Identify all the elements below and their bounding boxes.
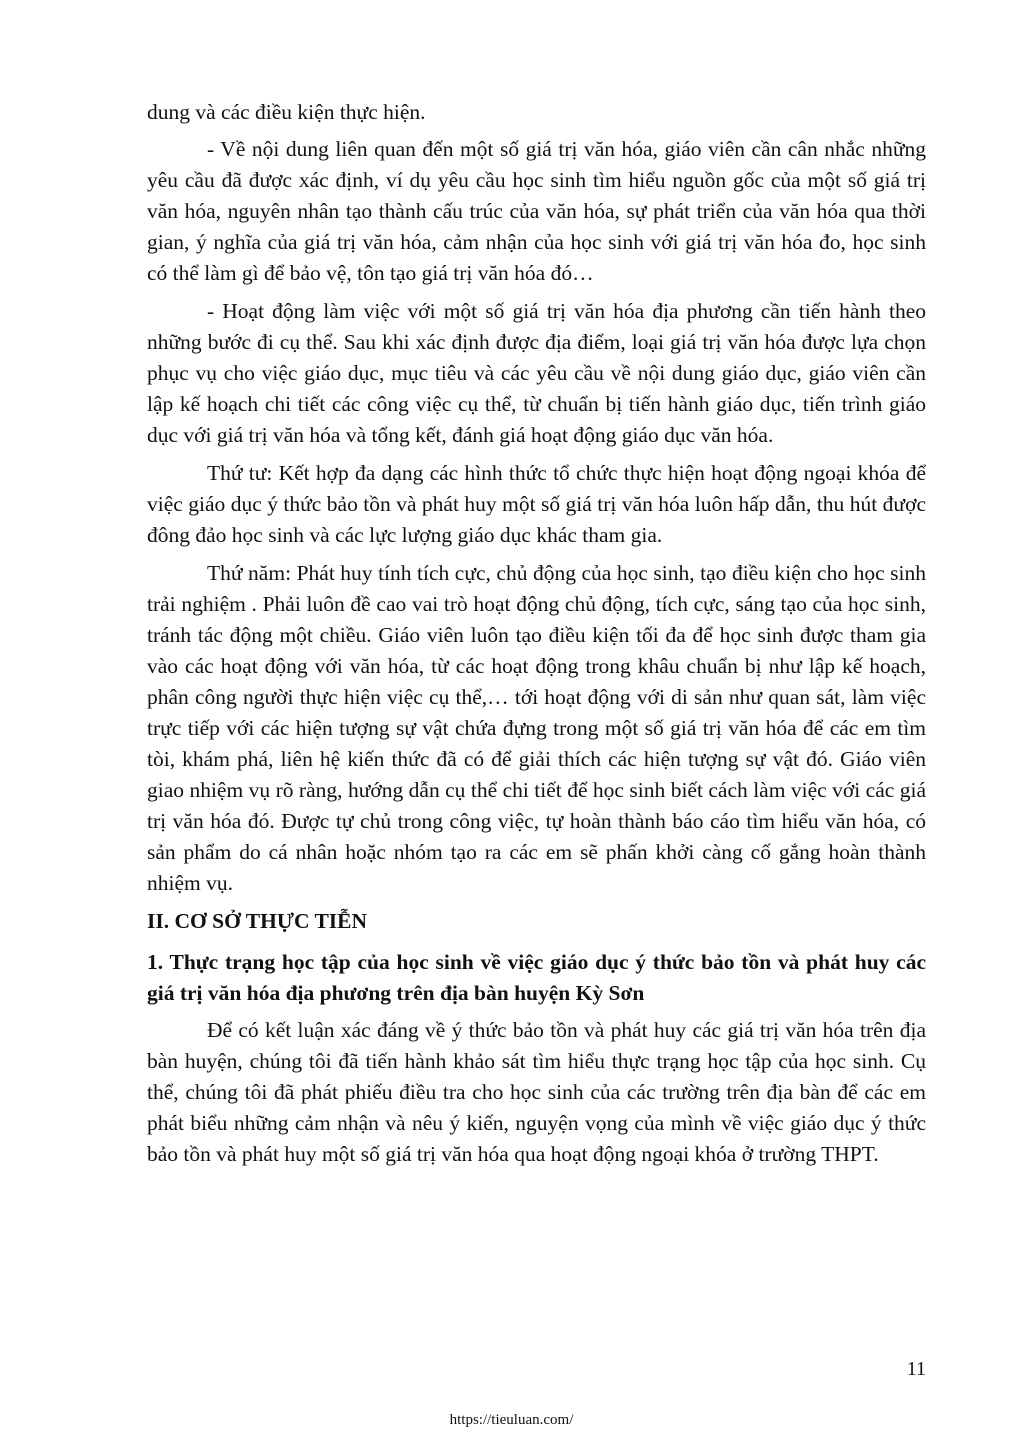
paragraph-continuation: dung và các điều kiện thực hiện.	[147, 100, 426, 124]
paragraph-survey: Để có kết luận xác đáng về ý thức bảo tồn và phát huy các giá trị văn hóa trên địa bàn huyện, chúng tôi đã tiến hành khảo sát tìm hiểu thực trạng học tập của học sinh. Cụ thể, chúng tôi đã phát phiếu điều tra cho học sinh của các trường trên địa bàn để các em phát biểu những cảm nhận và nêu ý kiến, nguyện vọng của mình về việc giáo dục ý thức bảo tồn và phát huy một số giá trị văn hóa qua hoạt động ngoại khóa ở trường THPT.	[147, 1018, 926, 1166]
paragraph-fourth-point: Thứ tư: Kết hợp đa dạng các hình thức tổ chức thực hiện hoạt động ngoại khóa để việc giáo dục ý thức bảo tồn và phát huy một số giá trị văn hóa luôn hấp dẫn, thu hút được đông đảo học sinh và các lực lượng giáo dục khác tham gia.	[147, 461, 926, 547]
paragraph-content-requirements: - Về nội dung liên quan đến một số giá trị văn hóa, giáo viên cần cân nhắc những yêu cầu đã được xác định, ví dụ yêu cầu học sinh tìm hiểu nguồn gốc của một số giá trị văn hóa, nguyên nhân tạo thành cấu trúc của văn hóa, sự phát triển của văn hóa qua thời gian, ý nghĩa của giá trị văn hóa, cảm nhận của học sinh với giá trị văn hóa đo, học sinh có thể làm gì để bảo vệ, tôn tạo giá trị văn hóa đó…	[147, 137, 926, 285]
subsection-heading: 1. Thực trạng học tập của học sinh về việc giáo dục ý thức bảo tồn và phát huy các giá trị văn hóa địa phương trên địa bàn huyện Kỳ Sơn	[147, 950, 926, 1005]
page-number: 11	[906, 1358, 926, 1380]
footer-url: https://tieuluan.com/	[449, 1412, 574, 1428]
section-heading: II. CƠ SỞ THỰC TIỄN	[147, 909, 368, 933]
paragraph-activity-steps: - Hoạt động làm việc với một số giá trị văn hóa địa phương cần tiến hành theo những bước đi cụ thể. Sau khi xác định được địa điểm, loại giá trị văn hóa được lựa chọn phục vụ cho việc giáo dục, mục tiêu và các yêu cầu về nội dung giáo dục, giáo viên cần lập kế hoạch chi tiết các công việc cụ thể, từ chuẩn bị tiến hành giáo dục, tiến trình giáo dục với giá trị văn hóa và tổng kết, đánh giá hoạt động giáo dục văn hóa.	[147, 299, 926, 447]
document-body	[147, 97, 926, 1177]
paragraph-fifth-point: Thứ năm: Phát huy tính tích cực, chủ động của học sinh, tạo điều kiện cho học sinh trải nghiệm . Phải luôn đề cao vai trò hoạt động chủ động, tích cực, sáng tạo của học sinh, tránh tác động một chiều. Giáo viên luôn tạo điều kiện tối đa để học sinh được tham gia vào các hoạt động với văn hóa, từ các hoạt động trong khâu chuẩn bị như lập kế hoạch, phân công người thực hiện việc cụ thể,… tới hoạt động với di sản như quan sát, làm việc trực tiếp với các hiện tượng sự vật chứa đựng trong một số giá trị văn hóa để các em tìm tòi, khám phá, liên hệ kiến thức đã có để giải thích các hiện tượng sự vật đó. Giáo viên giao nhiệm vụ rõ ràng, hướng dẫn cụ thể chi tiết để học sinh biết cách làm việc với các giá trị văn hóa đó. Được tự chủ trong công việc, tự hoàn thành báo cáo tìm hiểu văn hóa, có sản phẩm do cá nhân hoặc nhóm tạo ra các em sẽ phấn khởi càng cố gắng hoàn thành nhiệm vụ.	[147, 561, 926, 895]
